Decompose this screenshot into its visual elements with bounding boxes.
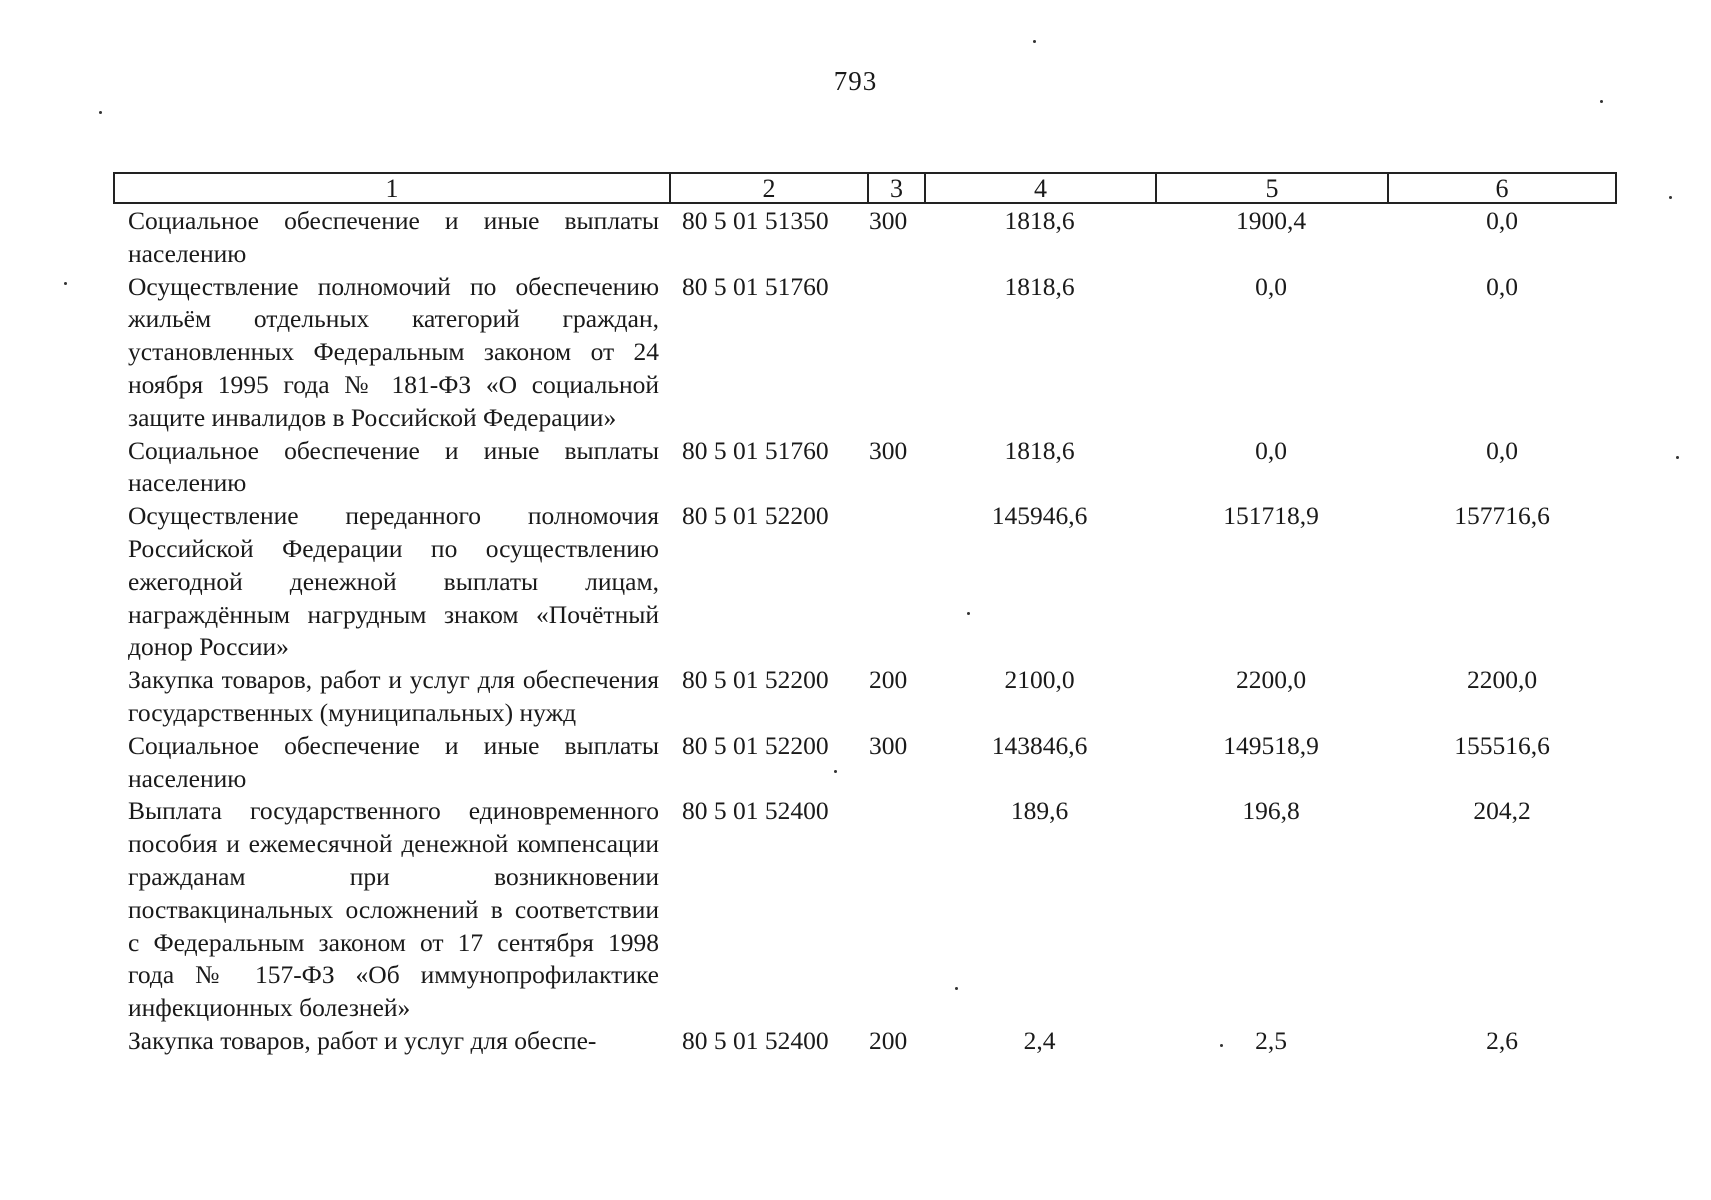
- scan-speck: [1600, 100, 1603, 103]
- row-name: Осуществление переданного полномочия Российской Федерации по осуществлению ежегодной денежной выплаты лицам, награждённым нагрудным знаком «Почётный донор России»: [128, 501, 659, 662]
- row-expense-type: 200: [869, 1025, 908, 1055]
- row-value-col4: 189,6: [1010, 796, 1069, 826]
- table-row: [113, 205, 1617, 271]
- row-code: 80 5 01 52200: [682, 730, 829, 760]
- row-value-col6: 155516,6: [1454, 730, 1550, 760]
- column-header-2: 2: [671, 174, 869, 204]
- row-code: 80 5 01 52200: [682, 501, 829, 531]
- scan-speck: [834, 770, 837, 773]
- row-value-col4: 1818,6: [1004, 435, 1075, 465]
- scan-speck: [1220, 1044, 1223, 1047]
- row-code: 80 5 01 51760: [682, 271, 829, 301]
- row-value-col5: 0,0: [1255, 271, 1287, 301]
- row-name: Социальное обеспечение и иные выплаты населению: [128, 435, 659, 498]
- table-row: [113, 730, 1617, 796]
- row-value-col4: 1818,6: [1004, 206, 1075, 235]
- row-expense-type: [867, 500, 924, 664]
- row-code: 80 5 01 52200: [682, 665, 829, 695]
- row-value-col5: 149518,9: [1223, 730, 1319, 760]
- row-value-col6: 157716,6: [1454, 501, 1550, 531]
- table-row: [113, 500, 1617, 664]
- row-value-col4: 143846,6: [991, 730, 1088, 760]
- row-code: 80 5 01 52400: [682, 796, 829, 826]
- row-value-col5: 151718,9: [1223, 501, 1319, 531]
- row-expense-type: 300: [869, 435, 908, 465]
- row-value-col4: 2,4: [1023, 1025, 1056, 1055]
- row-value-col5: 2200,0: [1235, 665, 1307, 695]
- table-body: [113, 205, 1617, 1058]
- row-expense-type: 300: [869, 206, 908, 235]
- row-code: 80 5 01 51760: [682, 435, 829, 465]
- table-row: [113, 435, 1617, 501]
- row-value-col4: 2100,0: [1004, 665, 1075, 695]
- table-row: [113, 795, 1617, 1025]
- row-value-col6: 204,2: [1473, 796, 1531, 826]
- row-value-col6: 0,0: [1486, 435, 1518, 465]
- scan-speck: [967, 612, 970, 615]
- row-code: 80 5 01 52400: [682, 1025, 829, 1055]
- row-expense-type: 200: [869, 665, 908, 695]
- table-row: [113, 664, 1617, 730]
- row-expense-type: [867, 271, 924, 435]
- row-value-col5: 1900,4: [1235, 206, 1307, 235]
- row-name: Выплата государственного единовременного пособия и ежемесячной денежной компенсации гражданам при возникновении поствакцинальных осложнений в соответствии с Федеральным законом от 17 сентября 1998 года № 157-ФЗ «Об иммунопрофилактике инфекционных болезней»: [128, 796, 659, 1023]
- column-header-6: 6: [1495, 174, 1509, 203]
- column-header-5: 5: [1157, 174, 1389, 204]
- page-number: 793: [833, 66, 878, 96]
- row-expense-type: 300: [869, 730, 908, 760]
- row-name: Закупка товаров, работ и услуг для обеспечения государственных (муниципальных) нужд: [128, 665, 659, 727]
- row-value-col6: 0,0: [1486, 271, 1518, 301]
- row-name: Осуществление полномочий по обеспечению жильём отдельных категорий граждан, установленных Федеральным законом от 24 ноября 1995 года № 181-ФЗ «О социальной защите инвалидов в Российской Федерации»: [128, 271, 659, 432]
- row-value-col4: 1818,6: [1004, 271, 1075, 301]
- row-value-col6: 2,6: [1486, 1025, 1518, 1055]
- scan-speck: [1669, 196, 1672, 199]
- row-code: 80 5 01 51350: [682, 206, 829, 235]
- scan-speck: [955, 987, 958, 990]
- table-row: [113, 1025, 1617, 1058]
- table-header: [113, 172, 1617, 204]
- row-value-col5: 196,8: [1242, 796, 1300, 826]
- row-name: Закупка товаров, работ и услуг для обеспе-: [128, 1025, 597, 1055]
- row-name: Социальное обеспечение и иные выплаты населению: [128, 730, 659, 793]
- scan-speck: [1033, 40, 1036, 43]
- row-value-col6: 0,0: [1486, 206, 1518, 235]
- row-value-col5: 0,0: [1255, 435, 1287, 465]
- scan-speck: [64, 282, 67, 285]
- column-header-4: 4: [926, 174, 1157, 204]
- scan-speck: [1676, 456, 1679, 459]
- column-header-3: 3: [869, 174, 926, 204]
- row-expense-type: [867, 795, 924, 1025]
- row-value-col4: 145946,6: [991, 501, 1088, 531]
- row-name: Социальное обеспечение и иные выплаты населению: [128, 206, 659, 268]
- scan-speck: [99, 111, 102, 114]
- row-value-col5: 2,5: [1255, 1025, 1287, 1055]
- row-value-col6: 2200,0: [1466, 665, 1538, 695]
- column-header-1: 1: [115, 174, 671, 204]
- table-row: [113, 271, 1617, 435]
